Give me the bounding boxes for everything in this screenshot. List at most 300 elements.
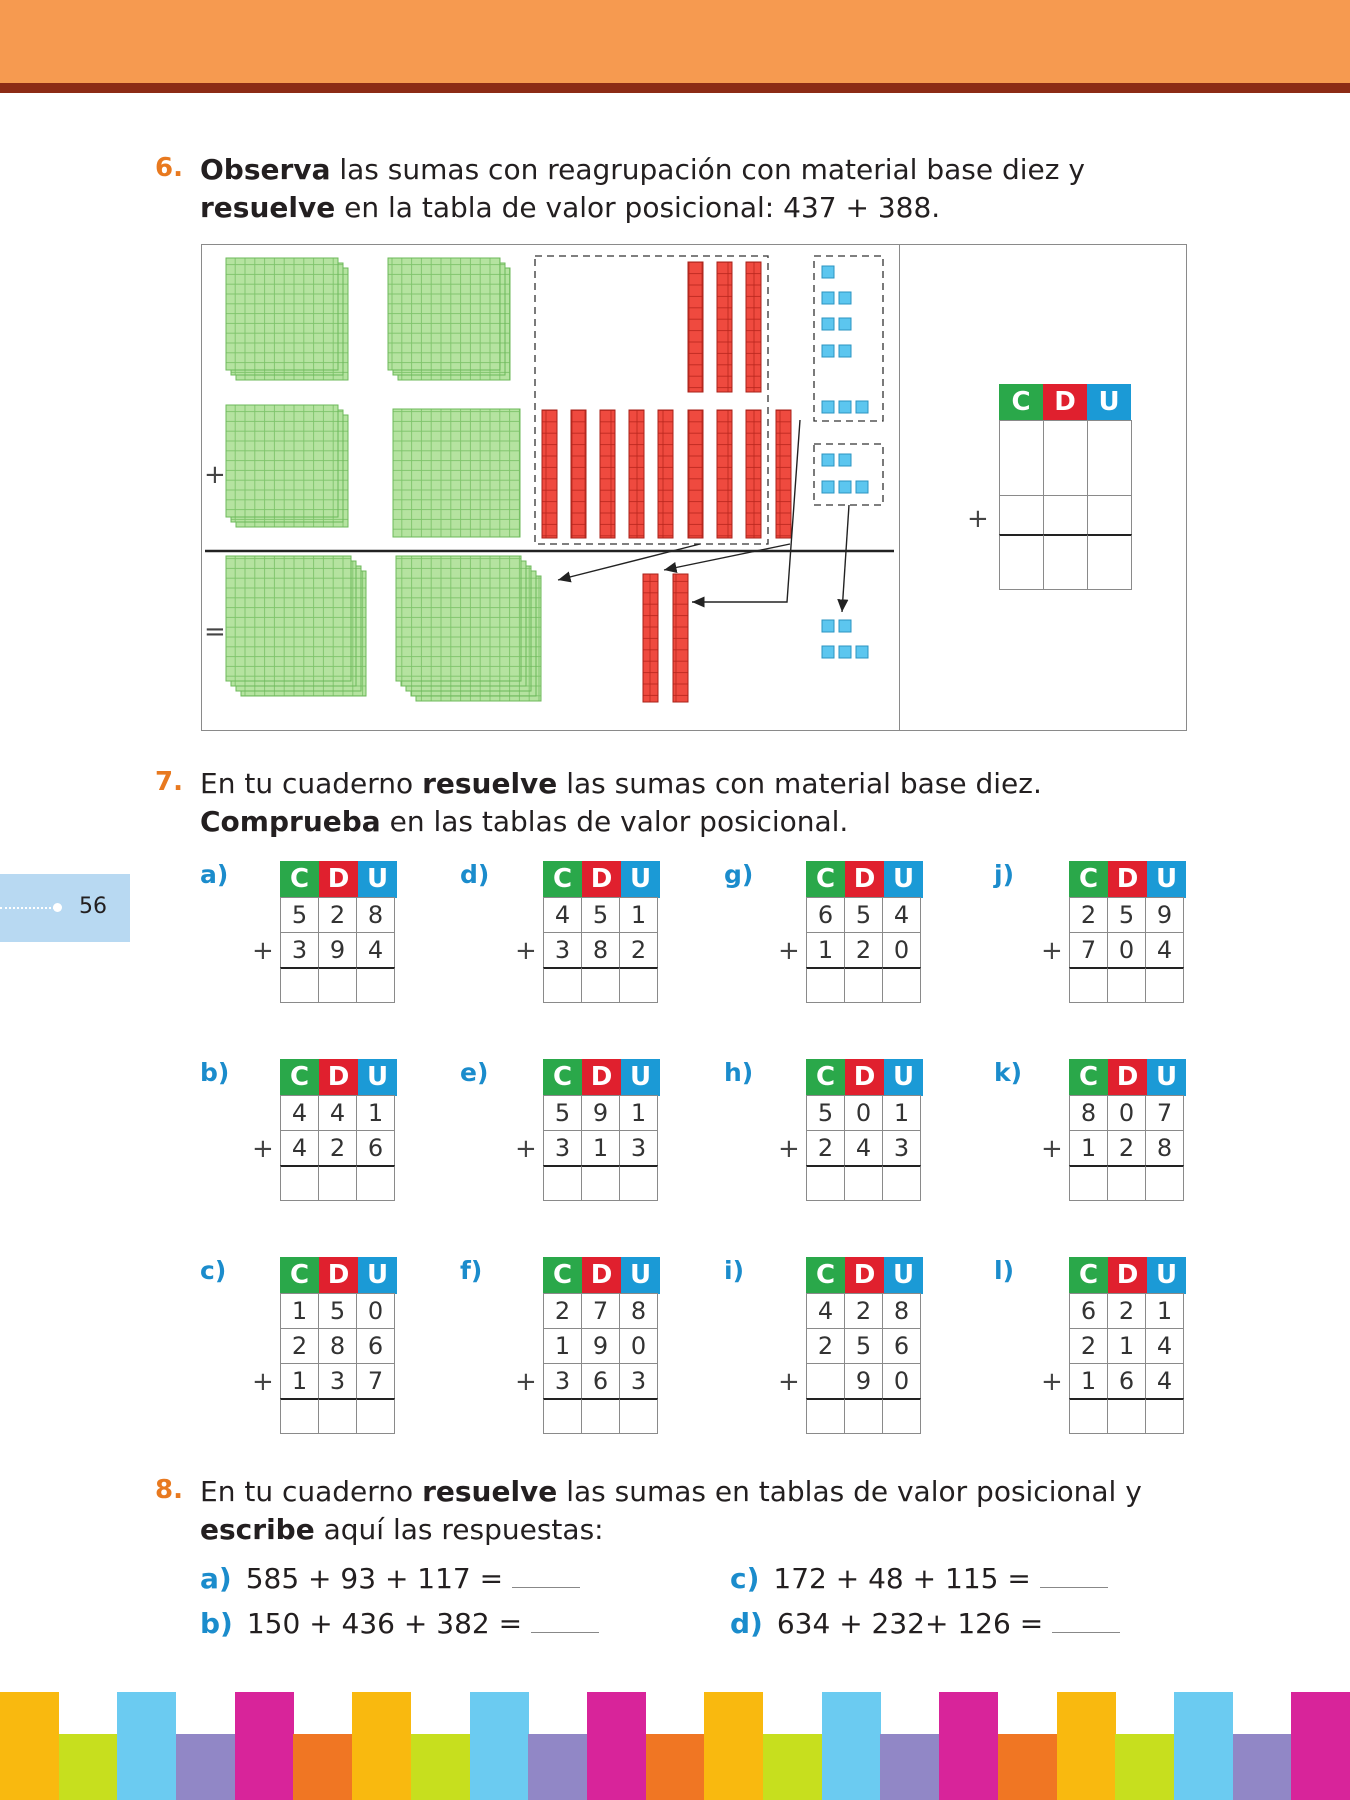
table-header (806, 861, 923, 898)
q8-text-bold-2: escribe (200, 1513, 315, 1546)
cell[interactable] (999, 420, 1044, 496)
answer-cell[interactable] (356, 1398, 395, 1434)
answer-cell[interactable] (882, 1165, 921, 1201)
answer-cell[interactable] (1145, 1398, 1184, 1434)
digit-cell: 5 (581, 897, 620, 933)
answer-blank[interactable] (1052, 1608, 1120, 1633)
place-value-table (543, 1059, 660, 1201)
unit-cube (822, 292, 834, 304)
header-d: D (1108, 861, 1147, 898)
footer-stripe (1057, 1692, 1116, 1800)
digit-cell: 8 (882, 1293, 921, 1329)
place-value-table (806, 1257, 923, 1434)
q8-item-label: c) (730, 1562, 760, 1595)
q7-text-1: En tu cuaderno (200, 767, 423, 800)
cell[interactable] (1087, 495, 1132, 535)
digit-cell: 6 (882, 1328, 921, 1364)
digit-cell: 0 (619, 1328, 658, 1364)
digit-cell: 2 (806, 1130, 845, 1166)
digit-cell: 8 (1069, 1095, 1108, 1131)
answer-cell[interactable] (1107, 1398, 1146, 1434)
digit-cell: 3 (318, 1363, 357, 1399)
table-row (806, 1096, 923, 1131)
plus-sign: + (1041, 1134, 1063, 1164)
answer-row (280, 1399, 397, 1434)
header-d: D (582, 1059, 621, 1096)
exercise-label: h) (724, 1058, 754, 1087)
q6-text-2: las sumas con reagrupación con material base diez y (330, 153, 1085, 186)
table-row (1069, 898, 1186, 933)
figure-equals-sign: = (204, 617, 226, 647)
header-u: U (621, 1059, 660, 1096)
unit-cube (839, 620, 851, 632)
unit-cube (839, 401, 851, 413)
answer-cell[interactable] (806, 1398, 845, 1434)
digit-cell: 0 (1107, 932, 1146, 968)
answer-cell[interactable] (318, 1398, 357, 1434)
digit-cell: 9 (1145, 897, 1184, 933)
table-row (1069, 1294, 1186, 1329)
q8-item-b (200, 1607, 599, 1640)
header-d: D (582, 1257, 621, 1294)
digit-cell: 2 (1107, 1130, 1146, 1166)
tens-group-box (535, 256, 768, 544)
exercise-label: k) (994, 1058, 1023, 1087)
exercise-label: f) (460, 1256, 483, 1285)
header-u: U (1147, 1257, 1186, 1294)
answer-cell[interactable] (882, 967, 921, 1003)
digit-cell: 6 (581, 1363, 620, 1399)
answer-cell[interactable] (581, 1398, 620, 1434)
header-c: C (806, 861, 845, 898)
unit-cube (839, 454, 851, 466)
header-d: D (845, 861, 884, 898)
header-u: U (621, 861, 660, 898)
plus-sign: + (515, 1367, 537, 1397)
answer-row (806, 1399, 923, 1434)
answer-cell[interactable] (280, 1165, 319, 1201)
table-row (806, 1131, 923, 1166)
header-d: D (845, 1257, 884, 1294)
q6-text-4: en la tabla de valor posicional: 437 + 388. (335, 191, 941, 224)
digit-cell: 5 (280, 897, 319, 933)
unit-cube (822, 266, 834, 278)
unit-cube (839, 292, 851, 304)
table-header (543, 861, 660, 898)
plus-sign: + (252, 1134, 274, 1164)
unit-cube (822, 318, 834, 330)
answer-cell[interactable] (356, 967, 395, 1003)
q8-item-label: d) (730, 1607, 763, 1640)
q8-number: 8. (155, 1475, 183, 1505)
header-c: C (1069, 861, 1108, 898)
q8-item-expr: 150 + 436 + 382 = (246, 1607, 523, 1640)
ten-rod (658, 410, 673, 538)
table-row (543, 1364, 660, 1399)
digit-cell: 8 (581, 932, 620, 968)
table-row (1069, 1329, 1186, 1364)
ten-rod (542, 410, 557, 538)
answer-cell[interactable] (844, 967, 883, 1003)
ten-rod (746, 410, 761, 538)
answer-cell[interactable] (356, 1165, 395, 1201)
digit-cell: 1 (581, 1130, 620, 1166)
answer-cell[interactable] (806, 1165, 845, 1201)
answer-cell[interactable] (543, 967, 582, 1003)
cell[interactable] (1043, 420, 1088, 496)
units-group-box-1 (814, 256, 883, 421)
answer-cell[interactable] (1145, 967, 1184, 1003)
header-c: C (806, 1257, 845, 1294)
header-d: D (1108, 1059, 1147, 1096)
digit-cell: 1 (356, 1095, 395, 1131)
footer-stripe (822, 1692, 881, 1800)
unit-cube (822, 454, 834, 466)
table-header (1069, 1059, 1186, 1096)
digit-cell: 5 (844, 897, 883, 933)
units-group-box-2 (814, 444, 883, 505)
q6-text-bold-2: resuelve (200, 191, 336, 224)
unit-cube (839, 318, 851, 330)
tab-dot (53, 903, 62, 912)
ten-rod (717, 262, 732, 392)
answer-cell[interactable] (1069, 967, 1108, 1003)
digit-cell: 3 (882, 1130, 921, 1166)
ten-rod (673, 574, 688, 702)
place-value-table (806, 1059, 923, 1201)
table-row (543, 1096, 660, 1131)
digit-cell: 9 (581, 1095, 620, 1131)
ten-rod (571, 410, 586, 538)
answer-cell[interactable] (1107, 967, 1146, 1003)
q8-item-expr: 634 + 232+ 126 = (776, 1607, 1044, 1640)
exercise-label: c) (200, 1256, 227, 1285)
footer-stripe (1233, 1734, 1292, 1800)
digit-cell: 4 (844, 1130, 883, 1166)
unit-cubes (822, 266, 868, 658)
place-value-table (280, 1257, 397, 1434)
header-u: U (621, 1257, 660, 1294)
table-row (999, 496, 1132, 535)
answer-cell[interactable] (543, 1398, 582, 1434)
cell[interactable] (999, 495, 1044, 535)
q7-text-bold-2: Comprueba (200, 805, 381, 838)
ten-rod (688, 410, 703, 538)
plus-sign: + (515, 936, 537, 966)
footer-stripe (1174, 1692, 1233, 1800)
unit-cube (822, 620, 834, 632)
table-header (543, 1257, 660, 1294)
digit-cell: 1 (280, 1363, 319, 1399)
table-row (543, 898, 660, 933)
digit-cell: 6 (1107, 1363, 1146, 1399)
digit-cell: 5 (1107, 897, 1146, 933)
table-row (280, 1364, 397, 1399)
exercise-label: d) (460, 860, 490, 889)
table-header (280, 861, 397, 898)
q6-table-plus: + (967, 504, 989, 534)
place-value-table (543, 861, 660, 1003)
digit-cell: 3 (280, 932, 319, 968)
answer-row (806, 1166, 923, 1201)
unit-cube (839, 646, 851, 658)
digit-cell: 0 (1107, 1095, 1146, 1131)
exercise-label: l) (994, 1256, 1014, 1285)
hundred-flat (388, 258, 500, 370)
header-c: C (543, 1257, 582, 1294)
ten-rod (629, 410, 644, 538)
header-u: U (1087, 384, 1131, 421)
table-row (1069, 1096, 1186, 1131)
answer-cell[interactable] (844, 1398, 883, 1434)
table-header (280, 1257, 397, 1294)
header-d: D (319, 1257, 358, 1294)
cell[interactable] (999, 534, 1044, 590)
digit-cell: 2 (1107, 1293, 1146, 1329)
footer-stripe (0, 1692, 59, 1800)
answer-row (543, 1166, 660, 1201)
ten-rod (688, 262, 703, 392)
digit-cell: 3 (543, 1130, 582, 1166)
digit-cell: 8 (318, 1328, 357, 1364)
answer-cell[interactable] (619, 967, 658, 1003)
header-d: D (1043, 384, 1087, 421)
cell[interactable] (1087, 420, 1132, 496)
hundred-flat (226, 258, 338, 370)
digit-cell: 7 (1145, 1095, 1184, 1131)
table-row (280, 1329, 397, 1364)
answer-cell[interactable] (844, 1165, 883, 1201)
answer-row (280, 1166, 397, 1201)
table-row (543, 1131, 660, 1166)
digit-cell: 3 (619, 1363, 658, 1399)
unit-cube (856, 401, 868, 413)
cell[interactable] (1087, 534, 1132, 590)
digit-cell: 1 (280, 1293, 319, 1329)
answer-cell[interactable] (543, 1165, 582, 1201)
header-c: C (543, 861, 582, 898)
digit-cell: 4 (1145, 1363, 1184, 1399)
hundred-flat (226, 405, 338, 517)
answer-cell[interactable] (1107, 1165, 1146, 1201)
digit-cell: 4 (318, 1095, 357, 1131)
q8-item-a (200, 1562, 580, 1595)
table-header (280, 1059, 397, 1096)
answer-cell[interactable] (318, 967, 357, 1003)
answer-cell[interactable] (882, 1398, 921, 1434)
unit-cube (822, 481, 834, 493)
digit-cell: 1 (882, 1095, 921, 1131)
place-value-table (543, 1257, 660, 1434)
digit-cell: 7 (581, 1293, 620, 1329)
answer-blank[interactable] (512, 1563, 580, 1588)
footer-stripe (293, 1734, 352, 1800)
table-header (999, 384, 1132, 421)
answer-blank[interactable] (531, 1608, 599, 1633)
footer-stripe (235, 1692, 294, 1800)
plus-sign: + (778, 936, 800, 966)
answer-cell[interactable] (280, 1398, 319, 1434)
digit-cell: 8 (356, 897, 395, 933)
footer-stripe (704, 1692, 763, 1800)
exercise-label: a) (200, 860, 229, 889)
answer-row (1069, 1399, 1186, 1434)
digit-cell: 4 (280, 1095, 319, 1131)
digit-cell: 1 (1107, 1328, 1146, 1364)
table-row (543, 933, 660, 968)
exercise-label: g) (724, 860, 754, 889)
footer-stripe (411, 1734, 470, 1800)
digit-cell: 1 (806, 932, 845, 968)
answer-cell[interactable] (280, 967, 319, 1003)
table-row (806, 933, 923, 968)
answer-cell[interactable] (581, 967, 620, 1003)
header-c: C (806, 1059, 845, 1096)
answer-cell[interactable] (1069, 1165, 1108, 1201)
header-u: U (884, 1059, 923, 1096)
place-value-table (1069, 1257, 1186, 1434)
exercise-label: e) (460, 1058, 489, 1087)
hundreds-flats (226, 258, 541, 701)
cell[interactable] (1043, 495, 1088, 535)
header-u: U (884, 1257, 923, 1294)
digit-cell: 4 (280, 1130, 319, 1166)
cell[interactable] (1043, 534, 1088, 590)
table-header (806, 1257, 923, 1294)
table-row (280, 1096, 397, 1131)
plus-sign: + (515, 1134, 537, 1164)
q8-text-5: aquí las respuestas: (314, 1513, 604, 1546)
digit-cell: 9 (844, 1363, 883, 1399)
q8-text-bold-1: resuelve (422, 1475, 558, 1508)
unit-cube (856, 646, 868, 658)
digit-cell: 4 (806, 1293, 845, 1329)
q7-text (200, 765, 1190, 841)
unit-cube (839, 345, 851, 357)
q8-item-d (730, 1607, 1120, 1640)
footer-stripe (939, 1692, 998, 1800)
digit-cell: 8 (619, 1293, 658, 1329)
digit-cell: 5 (543, 1095, 582, 1131)
answer-row (543, 1399, 660, 1434)
answer-cell[interactable] (1145, 1165, 1184, 1201)
q8-item-label: a) (200, 1562, 232, 1595)
footer-stripe (352, 1692, 411, 1800)
digit-cell: 5 (806, 1095, 845, 1131)
q8-item-expr: 172 + 48 + 115 = (773, 1562, 1031, 1595)
place-value-table (1069, 1059, 1186, 1201)
q6-text-bold-1: Observa (200, 153, 331, 186)
exercise-label: i) (724, 1256, 744, 1285)
digit-cell: 6 (806, 897, 845, 933)
digit-cell: 4 (1145, 1328, 1184, 1364)
unit-cube (856, 481, 868, 493)
answer-cell[interactable] (581, 1165, 620, 1201)
digit-cell: 1 (1069, 1130, 1108, 1166)
header-c: C (280, 1257, 319, 1294)
answer-cell[interactable] (806, 967, 845, 1003)
place-value-table (806, 861, 923, 1003)
table-row (280, 898, 397, 933)
header-d: D (845, 1059, 884, 1096)
table-row (806, 1294, 923, 1329)
table-row (999, 421, 1132, 496)
header-u: U (358, 1257, 397, 1294)
digit-cell: 2 (280, 1328, 319, 1364)
table-header (1069, 1257, 1186, 1294)
digit-cell: 7 (356, 1363, 395, 1399)
q8-item-expr: 585 + 93 + 117 = (245, 1562, 504, 1595)
unit-cube (839, 481, 851, 493)
header-c: C (280, 1059, 319, 1096)
header-d: D (1108, 1257, 1147, 1294)
plus-sign: + (778, 1367, 800, 1397)
answer-row (806, 968, 923, 1003)
table-row (280, 1131, 397, 1166)
q8-text-3: las sumas en tablas de valor posicional y (557, 1475, 1142, 1508)
answer-cell[interactable] (619, 1165, 658, 1201)
footer-stripe (880, 1734, 939, 1800)
q8-text (200, 1473, 1200, 1549)
digit-cell: 1 (619, 897, 658, 933)
header-d: D (319, 861, 358, 898)
exercise-label: j) (994, 860, 1014, 889)
header-u: U (358, 1059, 397, 1096)
q6-place-value-table (999, 384, 1132, 590)
digit-cell: 4 (356, 932, 395, 968)
answer-cell[interactable] (318, 1165, 357, 1201)
digit-cell: 1 (1069, 1363, 1108, 1399)
place-value-table (280, 861, 397, 1003)
digit-cell: 0 (844, 1095, 883, 1131)
table-row (806, 1364, 923, 1399)
digit-cell (806, 1363, 845, 1399)
answer-blank[interactable] (1040, 1563, 1108, 1588)
q8-item-label: b) (200, 1607, 233, 1640)
answer-cell[interactable] (1069, 1398, 1108, 1434)
answer-row (1069, 968, 1186, 1003)
footer-stripe (176, 1734, 235, 1800)
plus-sign: + (252, 936, 274, 966)
figure-plus-sign: + (204, 460, 226, 490)
q7-text-bold-1: resuelve (422, 767, 558, 800)
digit-cell: 0 (882, 932, 921, 968)
arrow-units-remainder (842, 505, 849, 612)
digit-cell: 6 (356, 1328, 395, 1364)
table-row (543, 1329, 660, 1364)
unit-cube (822, 646, 834, 658)
header-c: C (999, 384, 1043, 421)
footer-stripes (0, 1692, 1350, 1800)
digit-cell: 2 (806, 1328, 845, 1364)
digit-cell: 1 (543, 1328, 582, 1364)
tab-dots (0, 907, 55, 909)
table-row (1069, 1364, 1186, 1399)
ten-rod (643, 574, 658, 702)
tens-rods (542, 262, 791, 702)
answer-cell[interactable] (619, 1398, 658, 1434)
plus-sign: + (252, 1367, 274, 1397)
digit-cell: 6 (1069, 1293, 1108, 1329)
page-number-tab (0, 874, 130, 942)
answer-row (1069, 1166, 1186, 1201)
q7-text-3: las sumas con material base diez. (557, 767, 1042, 800)
hundred-flat (226, 556, 351, 681)
digit-cell: 2 (318, 897, 357, 933)
q8-text-1: En tu cuaderno (200, 1475, 423, 1508)
table-row (543, 1294, 660, 1329)
header-u: U (1147, 1059, 1186, 1096)
